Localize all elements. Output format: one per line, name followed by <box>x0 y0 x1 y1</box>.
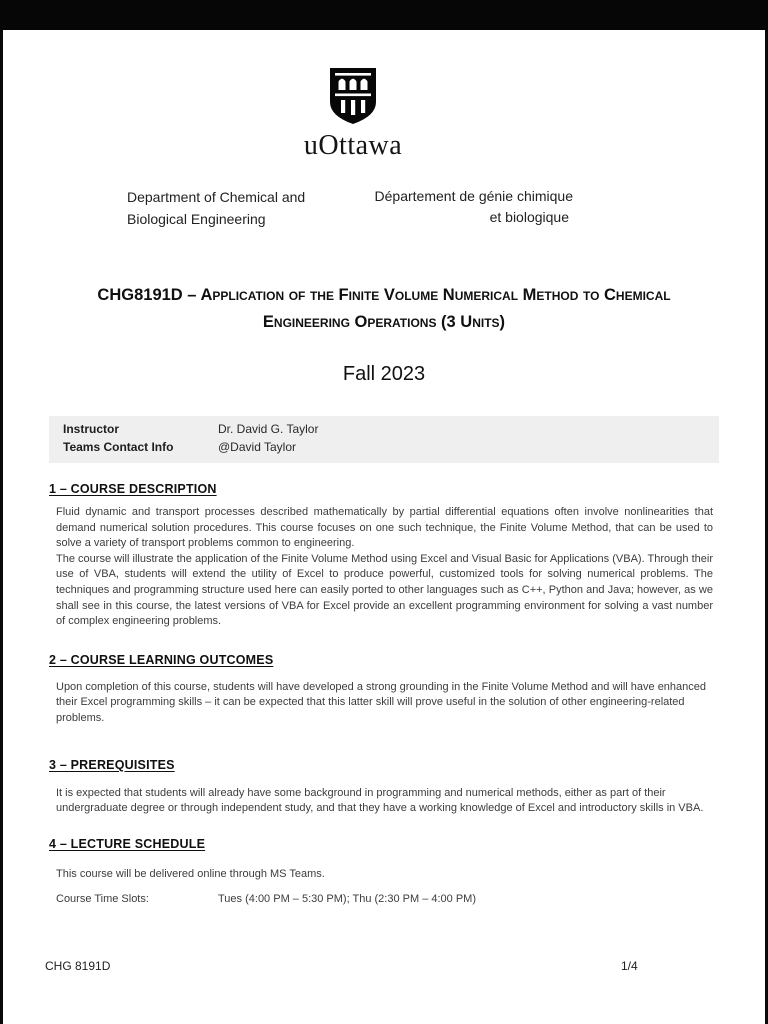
department-english <box>127 186 335 230</box>
learning-outcomes-paragraph: Upon completion of this course, students will have developed a strong grounding in the Finite Volume Method and will have enhanced their Excel programming skills – it can be expected that this latter skill will prove useful in the solution of other engineering-related problems. <box>56 680 707 724</box>
department-header <box>3 186 765 230</box>
info-row-teams-contact <box>63 439 719 457</box>
teams-contact-label: Teams Contact Info <box>63 439 174 454</box>
prerequisites-paragraph: It is expected that students will already have some background in programming and numerical methods, either as part of their undergraduate degree or through independent study, and that they have a working knowledge of Excel and introductory skills in VBA. <box>56 786 704 815</box>
uottawa-wordmark: uOttawa <box>303 130 403 161</box>
instructor-value: Dr. David G. Taylor <box>218 422 319 436</box>
department-en-line1: Department of Chemical and <box>127 189 306 205</box>
department-en-line2: Biological Engineering <box>127 211 266 227</box>
section-heading-prerequisites: 3 – PREREQUISITES <box>49 757 175 772</box>
term-title: Fall 2023 <box>342 363 426 385</box>
course-time-slots-value: Tues (4:00 PM – 5:30 PM); Thu (2:30 PM – 4:00 PM) <box>218 893 477 906</box>
footer-course-code: CHG 8191D <box>45 959 111 973</box>
course-time-slots-label: Course Time Slots: <box>56 893 149 906</box>
viewer-top-bar <box>0 0 768 30</box>
document-body <box>49 482 715 908</box>
course-title: CHG8191D – Application of the Finite Volume Numerical Method to Chemical Engineering Operations (3 Units) <box>97 286 671 331</box>
section-heading-lecture-schedule: 4 – LECTURE SCHEDULE <box>49 836 206 851</box>
department-fr-line2: et biologique <box>489 209 569 225</box>
uottawa-logo <box>3 67 734 162</box>
footer-page-number: 1/4 <box>621 959 638 973</box>
info-row-instructor <box>63 421 719 439</box>
instructor-info-box <box>49 416 719 463</box>
uottawa-crest-icon <box>329 67 377 125</box>
instructor-label: Instructor <box>63 422 120 436</box>
course-description-paragraph-1: Fluid dynamic and transport processes described mathematically by partial differential equations often involve nonlinearities that demand numerical solution procedures. This course focuses on one such technique, the Finite Volume Method, that can be used to solve a variety of transport problems common to engineering. <box>56 506 713 550</box>
course-description-paragraph-2: The course will illustrate the application of the Finite Volume Method using Excel and Visual Basic for Applications (VBA). Through their use of VBA, students will extend the utility of Excel to produce powerful, customized tools for solving numerical problems. The techniques and programming structure used here can easily ported to other languages such as C++, Python and Java; however, as we shall see in this course, the latest versions of VBA for Excel provide an excellent programming environment for solving a vast number of complex engineering problems. <box>56 552 713 628</box>
department-fr-line1: Département de génie chimique <box>374 188 573 204</box>
course-time-slots-row <box>49 892 715 908</box>
document-page <box>3 30 765 1024</box>
department-french <box>371 186 573 230</box>
lecture-schedule-paragraph: This course will be delivered online through MS Teams. <box>56 867 325 880</box>
page-footer <box>3 959 765 974</box>
teams-contact-value: @David Taylor <box>218 439 296 454</box>
section-heading-learning-outcomes: 2 – COURSE LEARNING OUTCOMES <box>49 652 274 667</box>
section-heading-course-description: 1 – COURSE DESCRIPTION <box>49 482 217 496</box>
